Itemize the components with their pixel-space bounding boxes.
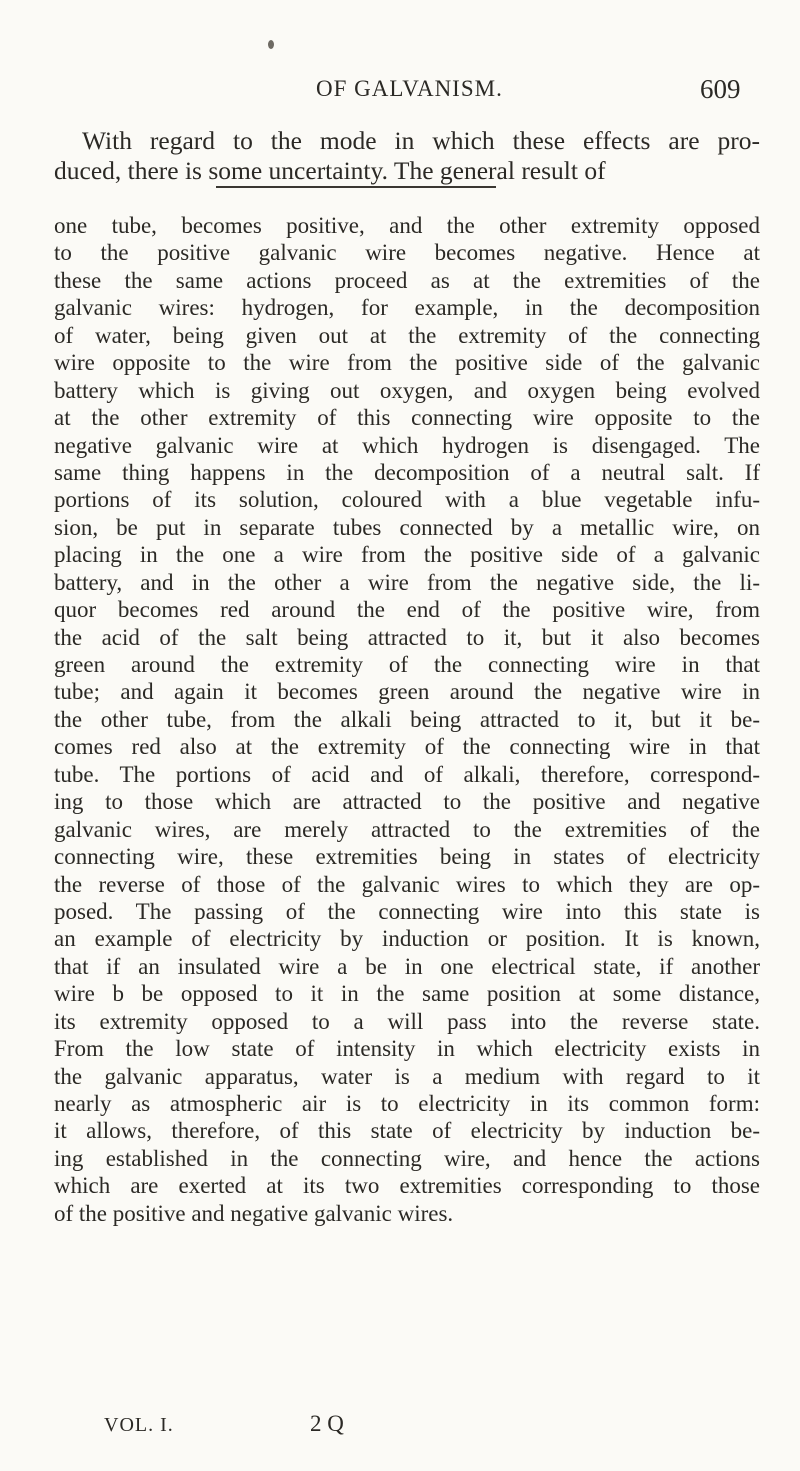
text-line: the acid of the salt being attracted to it, but it also becomes [54,624,760,650]
text-line: negative galvanic wire at which hydrogen is disengaged. The [54,432,760,458]
volume-label: VOL. I. [104,1414,174,1436]
text-line: galvanic wires, are merely attracted to the extremities of the [54,816,760,842]
text-line: galvanic wires: hydrogen, for example, in the decomposition [54,295,760,321]
text-line: these the same actions proceed as at the extremities of the [54,267,760,293]
text-line: With regard to the mode in which these effects are pro- [82,126,760,155]
text-line: comes red also at the extremity of the connecting wire in that [54,734,760,760]
paragraph-gap [54,186,760,212]
text-line: wire opposite to the wire from the positive side of the galvanic [54,350,760,376]
text-line: ing to those which are attracted to the positive and negative [54,789,760,815]
signature-mark: 2 Q [310,1411,344,1436]
text-line: an example of electricity by induction or position. It is known, [54,926,760,952]
text-line: quor becomes red around the end of the positive wire, from [54,597,760,623]
text-line: to the positive galvanic wire becomes negative. Hence at [54,240,760,266]
text-line: posed. The passing of the connecting wire into this state is [54,898,760,924]
text-line: the other tube, from the alkali being attracted to it, but it be- [54,706,760,732]
ink-speck [268,40,274,49]
paragraph [54,212,760,1227]
text-line: placing in the one a wire from the positive side of a galvanic [54,542,760,568]
running-head: OF GALVANISM. [316,76,503,101]
text-line: it allows, therefore, of this state of electricity by induction be- [54,1118,760,1144]
text-line: that if an insulated wire a be in one electrical state, if another [54,953,760,979]
page-header [0,76,800,110]
text-line: connecting wire, these extremities being in states of electricity [54,844,760,870]
text-line: tube. The portions of acid and of alkali, therefore, correspond- [54,761,760,787]
text-line: green around the extremity of the connecting wire in that [54,652,760,677]
page-number: 609 [700,74,741,104]
text-line: ing established in the connecting wire, and hence the actions [54,1145,760,1171]
text-line: the reverse of those of the galvanic wires to which they are op- [54,871,760,897]
text-line: the galvanic apparatus, water is a medium with regard to it [54,1063,760,1089]
text-line: sion, be put in separate tubes connected by a metallic wire, on [54,514,760,540]
text-line: its extremity opposed to a will pass into the reverse state. [54,1008,760,1034]
body-text [54,126,760,1227]
text-line: nearly as atmospheric air is to electricity in its common form: [54,1091,760,1116]
text-line: duced, there is some uncertainty. The general result of [54,156,606,185]
text-line: one tube, becomes positive, and the other extremity opposed [54,213,760,238]
text-line: at the other extremity of this connecting wire opposite to the [54,405,760,431]
text-line: of the positive and negative galvanic wires. [54,1200,454,1226]
text-line: battery, and in the other a wire from the negative side, the li- [54,569,760,595]
text-line: tube; and again it becomes green around the negative wire in [54,679,760,705]
text-line: same thing happens in the decomposition of a neutral salt. If [54,459,760,485]
text-line: From the low state of intensity in which electricity exists in [54,1036,760,1062]
text-line: wire b be opposed to it in the same position at some distance, [54,981,760,1007]
text-line: battery which is giving out oxygen, and oxygen being evolved [54,377,760,403]
text-line: of water, being given out at the extremity of the connecting [54,322,760,348]
text-line: portions of its solution, coloured with a blue vegetable infu- [54,487,760,513]
text-line: which are exerted at its two extremities corresponding to those [54,1173,760,1199]
page-footer [0,1411,800,1444]
